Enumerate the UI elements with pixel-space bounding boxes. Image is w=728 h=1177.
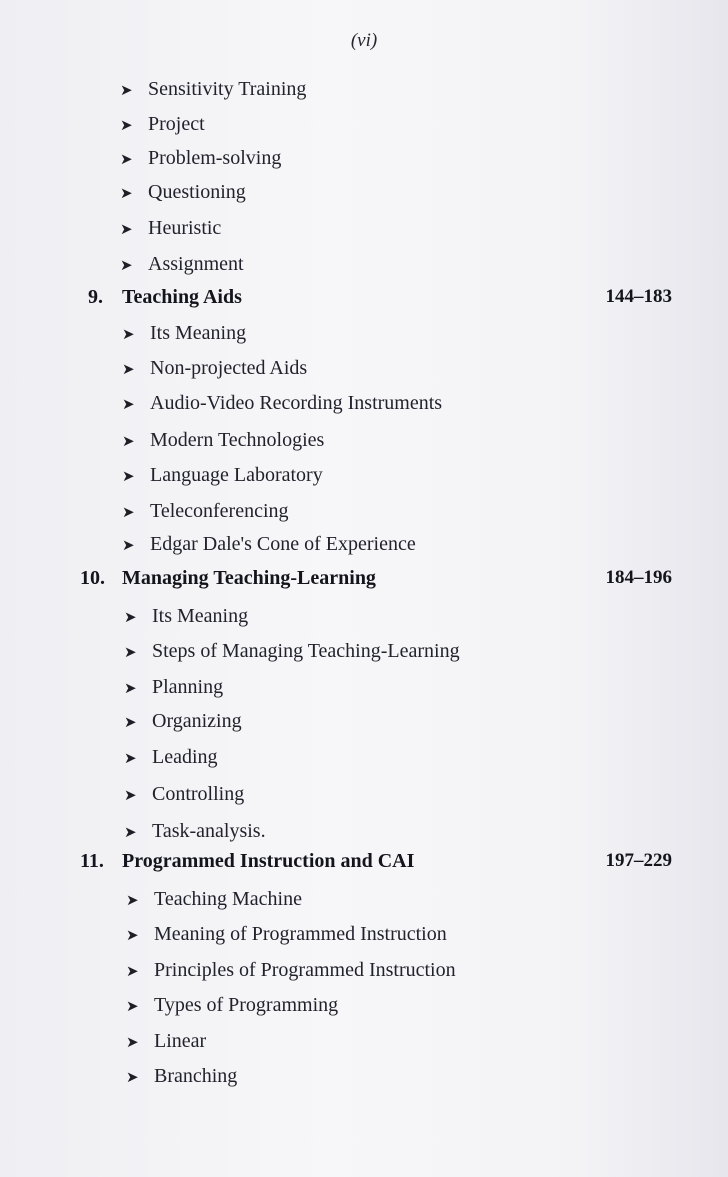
- toc-item: [122, 429, 324, 452]
- toc-item: [126, 1065, 237, 1088]
- toc-item: [126, 923, 447, 946]
- toc-item-label: Principles of Programmed Instruction: [154, 959, 456, 981]
- arrowhead-bullet-icon: ➤: [122, 467, 135, 485]
- toc-item-label: Problem-solving: [148, 147, 282, 169]
- chapter-pages: 144–183: [605, 286, 672, 307]
- arrowhead-bullet-icon: ➤: [124, 643, 137, 661]
- arrowhead-bullet-icon: ➤: [120, 256, 133, 274]
- arrowhead-bullet-icon: ➤: [126, 1033, 139, 1051]
- chapter-number: 9.: [88, 286, 103, 308]
- toc-item: [124, 783, 244, 806]
- toc-item: [120, 113, 205, 136]
- toc-item: [122, 500, 289, 523]
- arrowhead-bullet-icon: ➤: [124, 713, 137, 731]
- arrowhead-bullet-icon: ➤: [126, 962, 139, 980]
- toc-item-label: Organizing: [152, 710, 242, 732]
- toc-item-label: Steps of Managing Teaching-Learning: [152, 640, 460, 662]
- page-number: (vi): [350, 30, 378, 51]
- chapter-title: Teaching Aids: [122, 286, 242, 308]
- arrowhead-bullet-icon: ➤: [124, 823, 137, 841]
- toc-item: [124, 746, 218, 769]
- arrowhead-bullet-icon: ➤: [126, 1068, 139, 1086]
- chapter-pages: 184–196: [605, 567, 672, 588]
- arrowhead-bullet-icon: ➤: [122, 360, 135, 378]
- toc-item: [126, 888, 302, 911]
- toc-item: [122, 392, 442, 415]
- toc-item: [124, 605, 248, 628]
- toc-item: [120, 253, 244, 276]
- toc-item: [124, 710, 242, 733]
- arrowhead-bullet-icon: ➤: [124, 749, 137, 767]
- toc-item-label: Meaning of Programmed Instruction: [154, 923, 447, 945]
- toc-item-label: Leading: [152, 746, 218, 768]
- toc-item-label: Task-analysis.: [152, 820, 266, 842]
- toc-item-label: Heuristic: [148, 217, 222, 239]
- toc-item: [120, 217, 221, 240]
- toc-item-label: Its Meaning: [150, 322, 247, 344]
- toc-item-label: Assignment: [148, 253, 244, 275]
- toc-item-label: Modern Technologies: [150, 429, 325, 451]
- toc-item-label: Non-projected Aids: [150, 357, 308, 379]
- chapter-title: Programmed Instruction and CAI: [122, 850, 415, 872]
- toc-item-label: Project: [148, 113, 205, 135]
- arrowhead-bullet-icon: ➤: [124, 679, 137, 697]
- arrowhead-bullet-icon: ➤: [120, 184, 133, 202]
- arrowhead-bullet-icon: ➤: [120, 150, 133, 168]
- chapter-pages: 197–229: [605, 850, 672, 871]
- toc-item: [124, 676, 223, 699]
- toc-item: [122, 533, 416, 556]
- toc-item: [120, 78, 306, 101]
- toc-item-label: Planning: [152, 676, 224, 698]
- toc-item-label: Linear: [154, 1030, 207, 1052]
- toc-item: [120, 147, 281, 170]
- toc-item-label: Its Meaning: [152, 605, 249, 627]
- toc-item: [122, 464, 323, 487]
- arrowhead-bullet-icon: ➤: [122, 432, 135, 450]
- arrowhead-bullet-icon: ➤: [126, 926, 139, 944]
- toc-item: [120, 181, 246, 204]
- toc-item-label: Questioning: [148, 181, 246, 203]
- arrowhead-bullet-icon: ➤: [122, 536, 135, 554]
- arrowhead-bullet-icon: ➤: [120, 116, 133, 134]
- arrowhead-bullet-icon: ➤: [124, 608, 137, 626]
- toc-item-label: Language Laboratory: [150, 464, 323, 486]
- arrowhead-bullet-icon: ➤: [122, 503, 135, 521]
- chapter-title: Managing Teaching-Learning: [122, 567, 376, 589]
- arrowhead-bullet-icon: ➤: [122, 395, 135, 413]
- toc-item-label: Teaching Machine: [154, 888, 302, 910]
- arrowhead-bullet-icon: ➤: [124, 786, 137, 804]
- toc-item-label: Branching: [154, 1065, 238, 1087]
- toc-item: [126, 1030, 206, 1053]
- toc-item-label: Edgar Dale's Cone of Experience: [150, 533, 416, 555]
- chapter-number: 10.: [80, 567, 105, 589]
- toc-item: [122, 357, 307, 380]
- toc-item: [124, 640, 460, 663]
- arrowhead-bullet-icon: ➤: [122, 325, 135, 343]
- toc-item: [124, 820, 266, 843]
- chapter-number: 11.: [80, 850, 104, 872]
- arrowhead-bullet-icon: ➤: [120, 220, 133, 238]
- toc-item-label: Teleconferencing: [150, 500, 289, 522]
- toc-item-label: Controlling: [152, 783, 245, 805]
- toc-item-label: Audio-Video Recording Instruments: [150, 392, 443, 414]
- toc-item-label: Types of Programming: [154, 994, 339, 1016]
- toc-item: [122, 322, 246, 345]
- toc-item: [126, 959, 456, 982]
- arrowhead-bullet-icon: ➤: [126, 891, 139, 909]
- arrowhead-bullet-icon: ➤: [120, 81, 133, 99]
- arrowhead-bullet-icon: ➤: [126, 997, 139, 1015]
- toc-item: [126, 994, 338, 1017]
- toc-item-label: Sensitivity Training: [148, 78, 307, 100]
